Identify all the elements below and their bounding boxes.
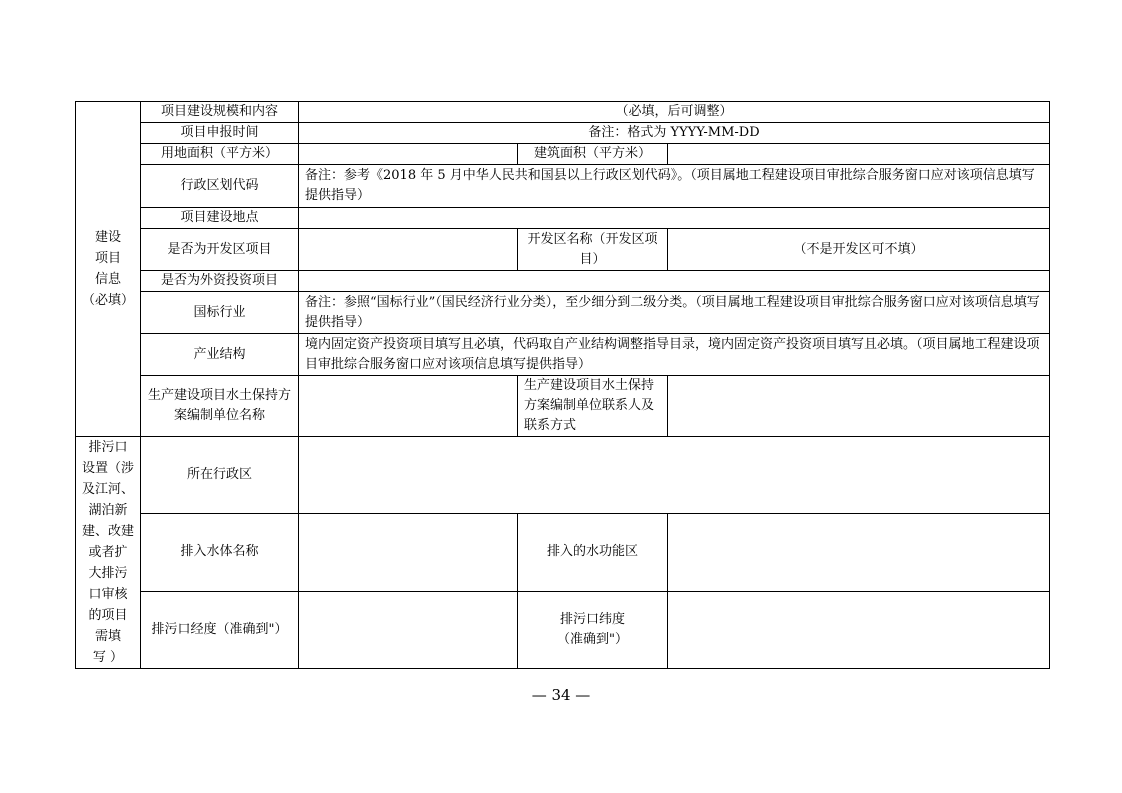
section-title-text: 排污口 设置（涉 及江河、 湖泊新 建、改建 或者扩 大排污 口审核 的项目 需填 写 ）	[81, 440, 134, 665]
latitude-field[interactable]	[668, 591, 1050, 668]
scale-label: 项目建设规模和内容	[141, 102, 299, 123]
water-function-label: 排入的水功能区	[518, 514, 668, 591]
water-function-field[interactable]	[668, 514, 1050, 591]
land-area-label: 用地面积（平方米）	[141, 144, 299, 165]
water-body-field[interactable]	[299, 514, 518, 591]
industry-field[interactable]: 备注：参照“国标行业”（国民经济行业分类），至少细分到二级分类。（项目属地工程建设项目审批综合服务窗口应对该项信息填写提供指导）	[299, 292, 1050, 334]
date-field[interactable]: 备注：格式为 YYYY-MM-DD	[299, 123, 1050, 144]
land-area-field[interactable]	[299, 144, 518, 165]
location-label: 项目建设地点	[141, 208, 299, 229]
soil-plan-contact-field[interactable]	[668, 376, 1050, 437]
longitude-field[interactable]	[299, 591, 518, 668]
soil-plan-unit-field[interactable]	[299, 376, 518, 437]
section-title-outfall	[76, 437, 141, 669]
project-info-form	[75, 101, 1050, 669]
foreign-investment-field[interactable]	[299, 271, 1050, 292]
admin-region-field[interactable]	[299, 437, 1050, 514]
foreign-investment-label: 是否为外资投资项目	[141, 271, 299, 292]
dev-zone-name-field[interactable]: （不是开发区可不填）	[668, 229, 1050, 271]
admin-region-label: 所在行政区	[141, 437, 299, 514]
industry-structure-label: 产业结构	[141, 334, 299, 376]
scale-field[interactable]: （必填，后可调整）	[299, 102, 1050, 123]
industry-label: 国标行业	[141, 292, 299, 334]
date-label: 项目申报时间	[141, 123, 299, 144]
section-title-project-info	[76, 102, 141, 437]
longitude-label: 排污口经度（准确到"）	[141, 591, 299, 668]
location-field[interactable]	[299, 208, 1050, 229]
latitude-label-text: 排污口纬度 （准确到"）	[557, 611, 628, 647]
latitude-label	[518, 591, 668, 668]
dev-zone-field[interactable]	[299, 229, 518, 271]
soil-plan-contact-label: 生产建设项目水土保持方案编制单位联系人及联系方式	[518, 376, 668, 437]
building-area-field[interactable]	[668, 144, 1050, 165]
soil-plan-unit-label: 生产建设项目水土保持方案编制单位名称	[141, 376, 299, 437]
building-area-label: 建筑面积（平方米）	[518, 144, 668, 165]
water-body-label: 排入水体名称	[141, 514, 299, 591]
dev-zone-name-label: 开发区名称（开发区项目）	[518, 229, 668, 271]
page-number: — 34 —	[531, 686, 591, 704]
industry-structure-field[interactable]: 境内固定资产投资项目填写且必填，代码取自产业结构调整指导目录，境内固定资产投资项目填写且必填。（项目属地工程建设项目审批综合服务窗口应对该项信息填写提供指导）	[299, 334, 1050, 376]
dev-zone-label: 是否为开发区项目	[141, 229, 299, 271]
division-code-label: 行政区划代码	[141, 165, 299, 208]
division-code-field[interactable]: 备注：参考《2018 年 5 月中华人民共和国县以上行政区划代码》。（项目属地工程建设项目审批综合服务窗口应对该项信息填写提供指导）	[299, 165, 1050, 208]
section-title-text: 建设 项目 信息 （必填）	[81, 230, 134, 308]
